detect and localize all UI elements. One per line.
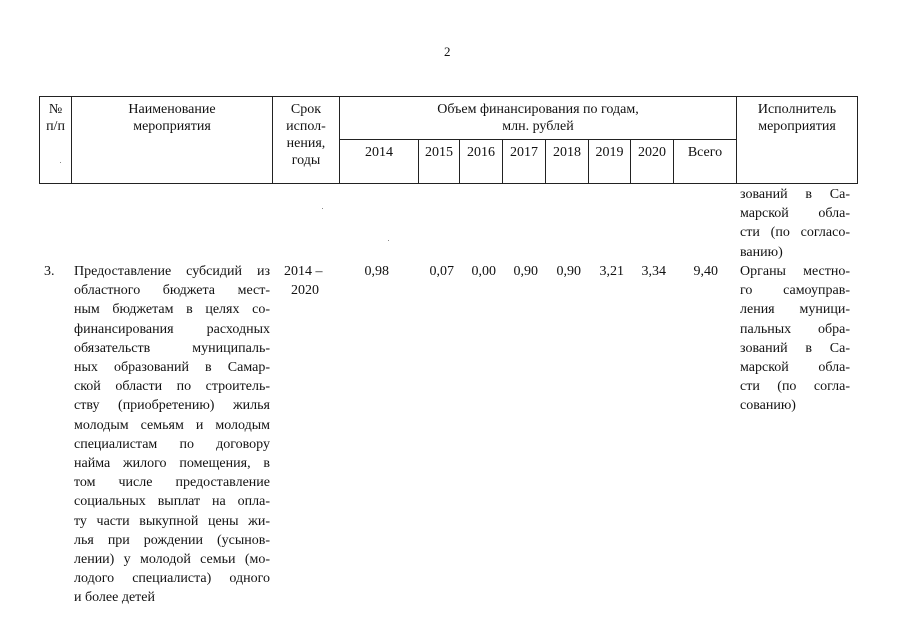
value-2014: 0,98 [364,264,389,279]
scan-speck [388,240,389,241]
continuation-executor: зований в Са- марской обла- сти (по согласо- ванию) [740,187,850,260]
header-total: Всего [687,145,723,160]
grid-line [857,96,858,184]
value-2016: 0,00 [471,264,496,279]
value-2018: 0,90 [556,264,581,279]
grid-line [339,139,736,140]
row-executor: Органы местно- го самоуправ- ления муници- пальных обра- зований в Са- марской обла- сти (по согла- сованию) [740,264,850,414]
value-2015: 0,07 [429,264,454,279]
header-year-2017: 2017 [510,145,538,160]
page-number: 2 [444,44,451,59]
row-term: 2014 – 2020 [284,264,323,298]
row-number: 3. [44,264,55,279]
header-year-2020: 2020 [638,145,666,160]
header-term: Срок испол- нения, годы [286,102,326,168]
header-year-2014: 2014 [365,145,393,160]
header-year-2018: 2018 [553,145,581,160]
scan-speck [322,208,323,209]
value-2017: 0,90 [513,264,538,279]
value-total: 9,40 [693,264,718,279]
value-2019: 3,21 [599,264,624,279]
header-executor: Исполнитель мероприятия [757,102,837,134]
header-volume: Объем финансирования по годам, млн. рублей [437,102,639,134]
header-year-2016: 2016 [467,145,495,160]
header-year-2015: 2015 [425,145,453,160]
header-year-2019: 2019 [595,145,624,160]
header-num: № п/п [46,102,65,134]
value-2020: 3,34 [641,264,666,279]
header-name: Наименование мероприятия [128,102,216,134]
scan-speck [60,162,61,163]
row-name: Предоставление субсидий из областного бюджета мест- ным бюджетам в целях со- финансирования расходных обязательств муниципаль- ных образований в Самар- ской области по строитель- ству (приобретению) жилья молодым семьям и молодым специалистам по договору найма жилого помещения, в том числе предоставление социальных выплат на опла- ту части выкупной цены жи- лья при рождении (усынов- лении) у молодой семьи (мо- лодого специалиста) одного и более детей [74,264,270,606]
